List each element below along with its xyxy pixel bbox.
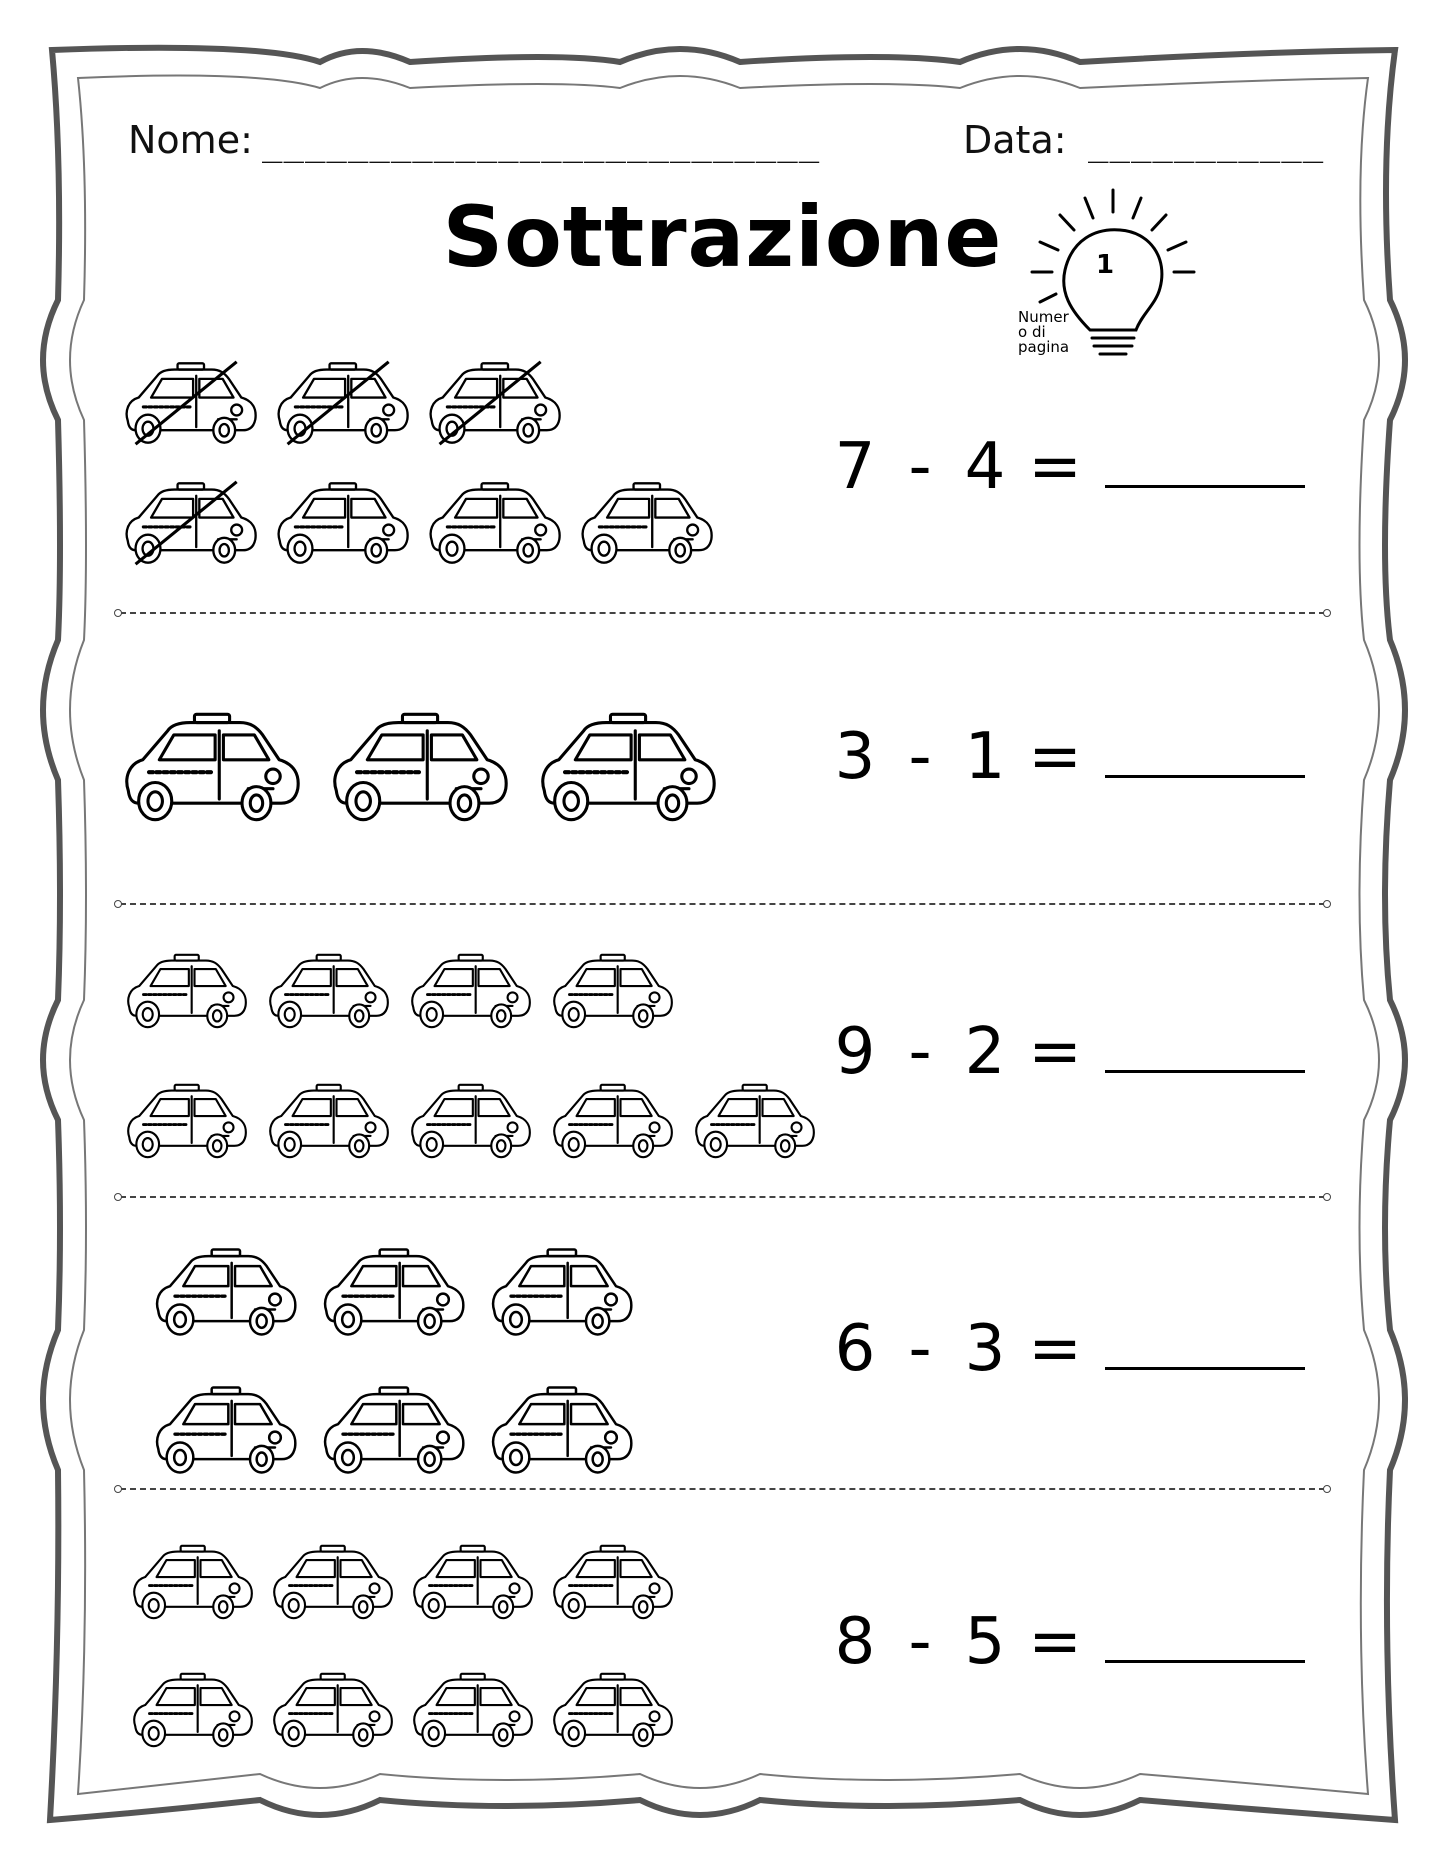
subtrahend: 4 xyxy=(964,430,1006,504)
car-group xyxy=(0,340,820,590)
exercise-row xyxy=(0,930,1445,1180)
taxi-car-icon xyxy=(122,952,250,1030)
answer-blank[interactable] xyxy=(1105,1357,1305,1370)
page-label-line: Numer xyxy=(1018,308,1069,326)
taxi-car-icon xyxy=(408,1671,536,1749)
taxi-car-icon xyxy=(576,480,716,566)
page-number: 1 xyxy=(1095,250,1115,280)
exercise-row xyxy=(0,1220,1445,1480)
equation xyxy=(825,1015,1305,1089)
taxi-car-icon xyxy=(424,480,564,566)
equals-sign: = xyxy=(1028,1605,1082,1679)
taxi-car-icon xyxy=(150,1246,300,1338)
taxi-car-icon xyxy=(128,1543,256,1621)
name-label: Nome: xyxy=(128,118,253,162)
answer-blank[interactable] xyxy=(1105,1650,1305,1663)
taxi-car-icon xyxy=(408,1543,536,1621)
minus-sign: - xyxy=(908,1015,932,1089)
row-divider xyxy=(120,612,1325,614)
taxi-car-icon xyxy=(326,710,512,824)
taxi-car-icon xyxy=(128,1671,256,1749)
taxi-car-icon xyxy=(406,1082,534,1160)
taxi-car-icon xyxy=(548,1543,676,1621)
answer-blank[interactable] xyxy=(1105,1060,1305,1073)
subtrahend: 1 xyxy=(964,720,1006,794)
minuend: 9 xyxy=(834,1015,876,1089)
taxi-car-icon xyxy=(548,1671,676,1749)
taxi-car-icon xyxy=(486,1246,636,1338)
car-group xyxy=(0,1515,820,1765)
exercise-row xyxy=(0,1515,1445,1765)
taxi-car-icon xyxy=(534,710,720,824)
taxi-car-icon xyxy=(150,1384,300,1476)
taxi-car-icon xyxy=(548,1082,676,1160)
car-group xyxy=(0,1220,820,1480)
taxi-car-icon xyxy=(264,1082,392,1160)
taxi-car-icon xyxy=(548,952,676,1030)
equals-sign: = xyxy=(1028,720,1082,794)
minus-sign: - xyxy=(908,720,932,794)
minuend: 6 xyxy=(834,1312,876,1386)
equation xyxy=(825,430,1305,504)
taxi-car-icon xyxy=(272,480,412,566)
taxi-car-icon xyxy=(406,952,534,1030)
taxi-car-icon xyxy=(272,360,412,446)
answer-blank[interactable] xyxy=(1105,475,1305,488)
taxi-car-icon xyxy=(268,1543,396,1621)
car-group xyxy=(0,930,820,1180)
date-label: Data: xyxy=(963,118,1067,162)
taxi-car-icon xyxy=(486,1384,636,1476)
minus-sign: - xyxy=(908,430,932,504)
taxi-car-icon xyxy=(424,360,564,446)
row-divider xyxy=(120,903,1325,905)
equation xyxy=(825,1312,1305,1386)
page-title: Sottrazione xyxy=(442,188,1003,286)
taxi-car-icon xyxy=(318,1384,468,1476)
equals-sign: = xyxy=(1028,1312,1082,1386)
taxi-car-icon xyxy=(120,360,260,446)
taxi-car-icon xyxy=(690,1082,818,1160)
subtrahend: 3 xyxy=(964,1312,1006,1386)
taxi-car-icon xyxy=(118,710,304,824)
minuend: 7 xyxy=(834,430,876,504)
exercise-row xyxy=(0,340,1445,590)
minuend: 3 xyxy=(834,720,876,794)
answer-blank[interactable] xyxy=(1105,765,1305,778)
minus-sign: - xyxy=(908,1605,932,1679)
equals-sign: = xyxy=(1028,1015,1082,1089)
row-divider xyxy=(120,1196,1325,1198)
taxi-car-icon xyxy=(120,480,260,566)
equals-sign: = xyxy=(1028,430,1082,504)
taxi-car-icon xyxy=(268,1671,396,1749)
taxi-car-icon xyxy=(318,1246,468,1338)
taxi-car-icon xyxy=(122,1082,250,1160)
exercise-row xyxy=(0,640,1445,900)
subtrahend: 2 xyxy=(964,1015,1006,1089)
page-label-line: o di xyxy=(1018,323,1046,341)
minuend: 8 xyxy=(834,1605,876,1679)
name-field-line[interactable]: __________________________ xyxy=(262,124,821,164)
equation xyxy=(825,720,1305,794)
date-field-line[interactable]: ___________ xyxy=(1088,124,1325,164)
equation xyxy=(825,1605,1305,1679)
page-label-line: pagina xyxy=(1018,338,1070,356)
taxi-car-icon xyxy=(264,952,392,1030)
row-divider xyxy=(120,1488,1325,1490)
car-group xyxy=(0,640,820,900)
subtrahend: 5 xyxy=(964,1605,1006,1679)
minus-sign: - xyxy=(908,1312,932,1386)
